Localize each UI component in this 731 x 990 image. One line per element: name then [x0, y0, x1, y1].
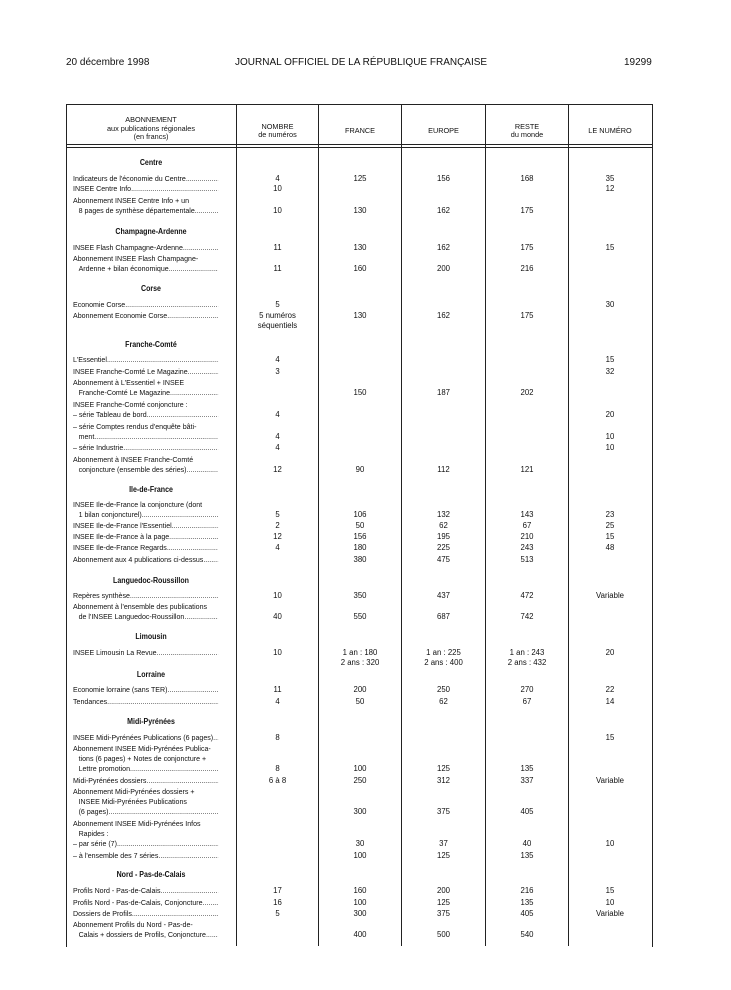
leader-dots [169, 264, 218, 274]
table-row-label [73, 886, 218, 896]
cell-france: 130 [353, 311, 367, 320]
cell-nombre: 16 [273, 898, 282, 907]
cell-france: 300 [353, 909, 367, 918]
row-label-line: Abonnement INSEE Midi-Pyrénées Infos [73, 819, 201, 828]
table-row-label [73, 819, 218, 849]
section-heading: Champagne-Ardenne [115, 227, 187, 236]
cell-europe: 687 [436, 612, 450, 621]
section-heading: Nord - Pas-de-Calais [116, 870, 186, 879]
row-label-line: INSEE Ile-de-France Regards [73, 543, 167, 552]
row-label-line: tions (6 pages) + Notes de conjoncture + [78, 754, 207, 763]
row-label-line: INSEE Franche-Comté Le Magazine [73, 367, 188, 376]
cell-europe: 125 [436, 898, 450, 907]
cell-numero: Variable [595, 776, 625, 785]
cell-europe: 125 [436, 851, 450, 860]
row-label-line: – à l'ensemble des 7 séries [73, 851, 159, 860]
cell-nombre: 11 [273, 685, 282, 694]
cell-nombre: 3 [275, 367, 280, 376]
cell-france: 100 [353, 898, 367, 907]
cell-numero: 35 [605, 174, 615, 183]
leader-dots [130, 764, 218, 774]
row-label-line: Abonnement à l'ensemble des publications [73, 602, 208, 611]
row-label-line: Abonnement Profils du Nord - Pas-de- [73, 920, 193, 929]
cell-europe: 1 an : 225 2 ans : 400 [424, 648, 463, 667]
section-heading: Languedoc-Roussillon [113, 576, 189, 585]
leader-dots [213, 733, 218, 743]
cell-europe: 37 [439, 839, 448, 848]
leader-dots [117, 839, 218, 849]
cell-nombre: 8 [275, 733, 280, 742]
leader-dots [170, 388, 218, 398]
header-title: JOURNAL OFFICIEL DE LA RÉPUBLIQUE FRANÇAISE [235, 57, 488, 68]
leader-dots [203, 555, 218, 565]
table-row-label [73, 851, 218, 861]
table-row-label [73, 521, 218, 531]
leader-dots [146, 776, 218, 786]
cell-france: 130 [353, 243, 367, 252]
cell-reste: 742 [520, 612, 534, 621]
leader-dots [142, 510, 218, 520]
cell-nombre: 10 [273, 184, 282, 193]
row-label-line: INSEE Franche-Comté conjoncture : [73, 400, 188, 409]
cell-europe: 312 [436, 776, 450, 785]
row-label-line: Economie lorraine (sans TER) [73, 685, 168, 694]
cell-france: 160 [353, 264, 367, 273]
leader-dots [206, 930, 218, 940]
column-header-unit-price: LE NUMÉRO [588, 125, 632, 135]
row-label-line: Dossiers de Profils [73, 909, 132, 918]
table-row-label [73, 697, 218, 707]
cell-france: 200 [353, 685, 367, 694]
table-row-label [73, 555, 218, 565]
cell-france: 106 [353, 510, 367, 519]
cell-reste: 67 [522, 521, 532, 530]
cell-europe: 62 [439, 521, 448, 530]
cell-france: 180 [353, 543, 367, 552]
row-label-line: INSEE Ile-de-France la conjoncture (dont [73, 500, 203, 509]
row-label-line: Ardenne + bilan économique [78, 264, 169, 273]
cell-reste: 67 [522, 697, 532, 706]
column-header-rest-of-world: RESTE du monde [510, 121, 544, 139]
row-label-line: conjoncture (ensemble des séries) [78, 465, 187, 474]
cell-france: 1 an : 180 2 ans : 320 [340, 648, 380, 667]
cell-europe: 62 [439, 697, 448, 706]
cell-reste: 175 [520, 243, 534, 252]
leader-dots [188, 367, 218, 377]
cell-numero: 12 [605, 184, 615, 193]
cell-numero: 25 [605, 521, 615, 530]
row-label-line: Rapides : [78, 829, 109, 838]
cell-numero: 14 [605, 697, 615, 706]
leader-dots [172, 521, 218, 531]
cell-reste: 405 [520, 909, 534, 918]
cell-reste: 243 [520, 543, 534, 552]
cell-europe: 200 [436, 264, 450, 273]
leader-dots [161, 886, 219, 896]
table-row-label [73, 300, 218, 310]
row-label-line: – série Industrie [73, 443, 124, 452]
leader-dots [131, 184, 218, 194]
section-heading: Ile-de-France [129, 485, 173, 494]
cell-france: 100 [353, 764, 367, 773]
cell-europe: 375 [436, 807, 450, 816]
cell-europe: 162 [436, 243, 450, 252]
table-row-label [73, 196, 218, 216]
section-heading: Midi-Pyrénées [127, 717, 175, 726]
row-label-line: INSEE Midi-Pyrénées Publications (6 pages) [73, 733, 214, 742]
cell-nombre: 4 [275, 697, 280, 706]
leader-dots [125, 300, 218, 310]
row-label-line: Profils Nord - Pas-de-Calais [73, 886, 161, 895]
row-label-line: Franche-Comté Le Magazine [78, 388, 171, 397]
cell-numero: 20 [605, 410, 615, 419]
table-row-label [73, 685, 218, 695]
row-label-line: Lettre promotion [78, 764, 131, 773]
cell-numero: 15 [605, 733, 615, 742]
cell-reste: 202 [520, 388, 534, 397]
table-row-label [73, 455, 218, 475]
leader-dots [184, 612, 218, 622]
cell-nombre: 10 [273, 591, 282, 600]
table-row-label [73, 591, 218, 601]
table-row-label [73, 602, 218, 622]
cell-reste: 168 [520, 174, 534, 183]
cell-numero: 30 [605, 300, 615, 309]
cell-france: 150 [353, 388, 367, 397]
table-row-label [73, 400, 218, 420]
cell-europe: 225 [436, 543, 450, 552]
cell-france: 400 [353, 930, 367, 939]
cell-nombre: 10 [273, 206, 282, 215]
row-label-line: INSEE Limousin La Revue [73, 648, 157, 657]
cell-numero: 10 [605, 432, 615, 441]
cell-europe: 375 [436, 909, 450, 918]
cell-nombre: 6 à 8 [268, 776, 287, 785]
row-label-line: Abonnement Midi-Pyrénées dossiers + [73, 787, 195, 796]
row-label-line: Abonnement à INSEE Franche-Comté [73, 455, 194, 464]
cell-reste: 135 [520, 898, 534, 907]
cell-france: 50 [355, 697, 365, 706]
cell-reste: 175 [520, 311, 534, 320]
cell-reste: 216 [520, 264, 534, 273]
leader-dots [107, 355, 218, 365]
cell-nombre: 12 [273, 465, 282, 474]
leader-dots [158, 851, 218, 861]
cell-nombre: 12 [273, 532, 282, 541]
cell-numero: 22 [605, 685, 615, 694]
leader-dots [186, 174, 218, 184]
cell-reste: 270 [520, 685, 534, 694]
row-label-line: 8 pages de synthèse départementale [78, 206, 195, 215]
table-row-label [73, 543, 218, 553]
table-row-label [73, 367, 218, 377]
cell-europe: 500 [436, 930, 450, 939]
cell-reste: 216 [520, 886, 534, 895]
cell-france: 90 [355, 465, 365, 474]
cell-france: 125 [353, 174, 367, 183]
table-row-label [73, 648, 218, 658]
cell-numero: Variable [595, 909, 625, 918]
row-label-line: INSEE Ile-de-France l'Essentiel [73, 521, 172, 530]
cell-reste: 210 [520, 532, 534, 541]
cell-numero: Variable [595, 591, 625, 600]
section-heading: Franche-Comté [125, 340, 177, 349]
cell-france: 550 [353, 612, 367, 621]
cell-nombre: 40 [273, 612, 282, 621]
column-header-france: FRANCE [345, 125, 375, 135]
row-label-line: INSEE Flash Champagne-Ardenne [73, 243, 183, 252]
row-label-line: de l'INSEE Languedoc-Roussillon [78, 612, 185, 621]
leader-dots [123, 443, 218, 453]
section-heading: Lorraine [136, 670, 166, 679]
cell-europe: 125 [436, 764, 450, 773]
table-row-label [73, 532, 218, 542]
row-label-line: 1 bilan conjoncturel) [78, 510, 142, 519]
table-row-label [73, 311, 218, 321]
leader-dots [108, 807, 218, 817]
cell-nombre: 4 [275, 410, 280, 419]
table-row-label [73, 254, 218, 274]
table-row-label [73, 174, 218, 184]
column-header-europe: EUROPE [428, 125, 459, 135]
row-label-line: (6 pages) [78, 807, 109, 816]
cell-france: 156 [353, 532, 367, 541]
row-label-line: INSEE Centre Info [73, 184, 132, 193]
leader-dots [167, 311, 218, 321]
row-label-line: INSEE Ile-de-France à la page [73, 532, 170, 541]
table-row-label [73, 909, 218, 919]
table-row-label [73, 787, 218, 817]
cell-numero: 15 [605, 355, 615, 364]
row-label-line: Abonnement INSEE Midi-Pyrénées Publica- [73, 744, 211, 753]
table-row-label [73, 733, 218, 743]
cell-numero: 23 [605, 510, 615, 519]
row-label-line: Indicateurs de l'économie du Centre [73, 174, 186, 183]
cell-reste: 1 an : 243 2 ans : 432 [507, 648, 547, 667]
row-label-line: Abonnement Economie Corse [73, 311, 168, 320]
cell-nombre: 2 [275, 521, 280, 530]
cell-nombre: 8 [275, 764, 280, 773]
section-heading: Centre [139, 158, 163, 167]
cell-nombre: 4 [275, 355, 280, 364]
cell-nombre: 5 numéros séquentiels [257, 311, 298, 330]
header-date: 20 décembre 1998 [66, 57, 150, 68]
section-heading: Corse [141, 284, 161, 293]
row-label-line: Abonnement aux 4 publications ci-dessus [73, 555, 204, 564]
cell-numero: 10 [605, 839, 615, 848]
cell-numero: 20 [605, 648, 615, 657]
cell-reste: 405 [520, 807, 534, 816]
leader-dots [187, 465, 219, 475]
cell-france: 300 [353, 807, 367, 816]
cell-nombre: 11 [273, 264, 282, 273]
leader-dots [169, 532, 218, 542]
header-page-number: 19299 [624, 57, 652, 68]
row-label-line: ment [78, 432, 95, 441]
cell-nombre: 5 [275, 909, 280, 918]
cell-europe: 195 [436, 532, 450, 541]
cell-france: 30 [355, 839, 365, 848]
row-label-line: Abonnement INSEE Flash Champagne- [73, 254, 199, 263]
cell-numero: 15 [605, 886, 615, 895]
cell-europe: 156 [436, 174, 450, 183]
leader-dots [147, 410, 218, 420]
leader-dots [195, 206, 218, 216]
cell-france: 350 [353, 591, 367, 600]
cell-europe: 112 [437, 465, 450, 474]
row-label-line: Abonnement INSEE Centre Info + un [73, 196, 190, 205]
cell-france: 130 [353, 206, 367, 215]
table-row-label [73, 355, 218, 365]
cell-reste: 175 [520, 206, 534, 215]
column-header-subscription: ABONNEMENT aux publications régionales (en francs) [106, 115, 196, 142]
cell-nombre: 5 [275, 300, 280, 309]
leader-dots [94, 432, 218, 442]
leader-dots [167, 685, 218, 695]
cell-nombre: 10 [273, 648, 282, 657]
cell-reste: 121 [520, 465, 534, 474]
cell-nombre: 17 [273, 886, 282, 895]
row-label-line: – par série (7) [73, 839, 117, 848]
cell-numero: 10 [605, 898, 615, 907]
cell-nombre: 4 [275, 543, 280, 552]
cell-reste: 135 [520, 851, 534, 860]
leader-dots [132, 909, 218, 919]
leader-dots [130, 591, 218, 601]
cell-reste: 472 [520, 591, 534, 600]
row-label-line: Economie Corse [73, 300, 126, 309]
cell-europe: 162 [436, 311, 450, 320]
cell-nombre: 11 [273, 243, 282, 252]
cell-europe: 187 [436, 388, 450, 397]
table-row-label [73, 378, 218, 398]
leader-dots [157, 648, 218, 658]
cell-reste: 337 [520, 776, 534, 785]
table-row-label [73, 422, 218, 442]
leader-dots [167, 543, 218, 553]
cell-numero: 15 [605, 532, 615, 541]
section-heading: Limousin [135, 632, 167, 641]
cell-nombre: 4 [275, 432, 280, 441]
cell-nombre: 4 [275, 443, 280, 452]
table-row-label [73, 920, 218, 940]
cell-numero: 48 [605, 543, 615, 552]
cell-reste: 143 [520, 510, 534, 519]
cell-europe: 250 [436, 685, 450, 694]
table-row-label [73, 898, 218, 908]
table-row-label [73, 500, 218, 520]
row-label-line: – série Comptes rendus d'enquête bâti- [73, 422, 197, 431]
table-row-label [73, 776, 218, 786]
row-label-line: Midi-Pyrénées dossiers [73, 776, 147, 785]
cell-reste: 40 [522, 839, 532, 848]
cell-europe: 162 [436, 206, 450, 215]
cell-europe: 437 [436, 591, 450, 600]
cell-reste: 135 [520, 764, 534, 773]
table-row-label [73, 443, 218, 453]
leader-dots [107, 697, 218, 707]
cell-france: 160 [353, 886, 367, 895]
leader-dots [203, 898, 219, 908]
cell-europe: 475 [436, 555, 450, 564]
cell-reste: 540 [520, 930, 534, 939]
cell-france: 50 [355, 521, 365, 530]
leader-dots [183, 243, 218, 253]
cell-france: 250 [353, 776, 367, 785]
row-label-line: Abonnement à L'Essentiel + INSEE [73, 378, 185, 387]
table-row-label [73, 744, 218, 774]
column-header-count: NOMBRE de numéros [258, 121, 297, 139]
cell-france: 100 [353, 851, 367, 860]
row-label-line: Tendances [73, 697, 108, 706]
table-row-label [73, 184, 218, 194]
cell-nombre: 5 [275, 510, 280, 519]
cell-reste: 513 [520, 555, 534, 564]
row-label-line: – série Tableau de bord [73, 410, 147, 419]
cell-nombre: 4 [275, 174, 280, 183]
cell-france: 380 [353, 555, 367, 564]
row-label-line: Profils Nord - Pas-de-Calais, Conjoncture [73, 898, 203, 907]
cell-europe: 200 [436, 886, 450, 895]
cell-numero: 15 [605, 243, 615, 252]
row-label-line: INSEE Midi-Pyrénées Publications [78, 797, 187, 806]
row-label-line: Repères synthèse [73, 591, 130, 600]
cell-numero: 10 [605, 443, 615, 452]
row-label-line: Calais + dossiers de Profils, Conjoncture [78, 930, 206, 939]
table-row-label [73, 243, 218, 253]
row-label-line: L'Essentiel [73, 355, 107, 364]
cell-europe: 132 [436, 510, 450, 519]
cell-numero: 32 [605, 367, 615, 376]
